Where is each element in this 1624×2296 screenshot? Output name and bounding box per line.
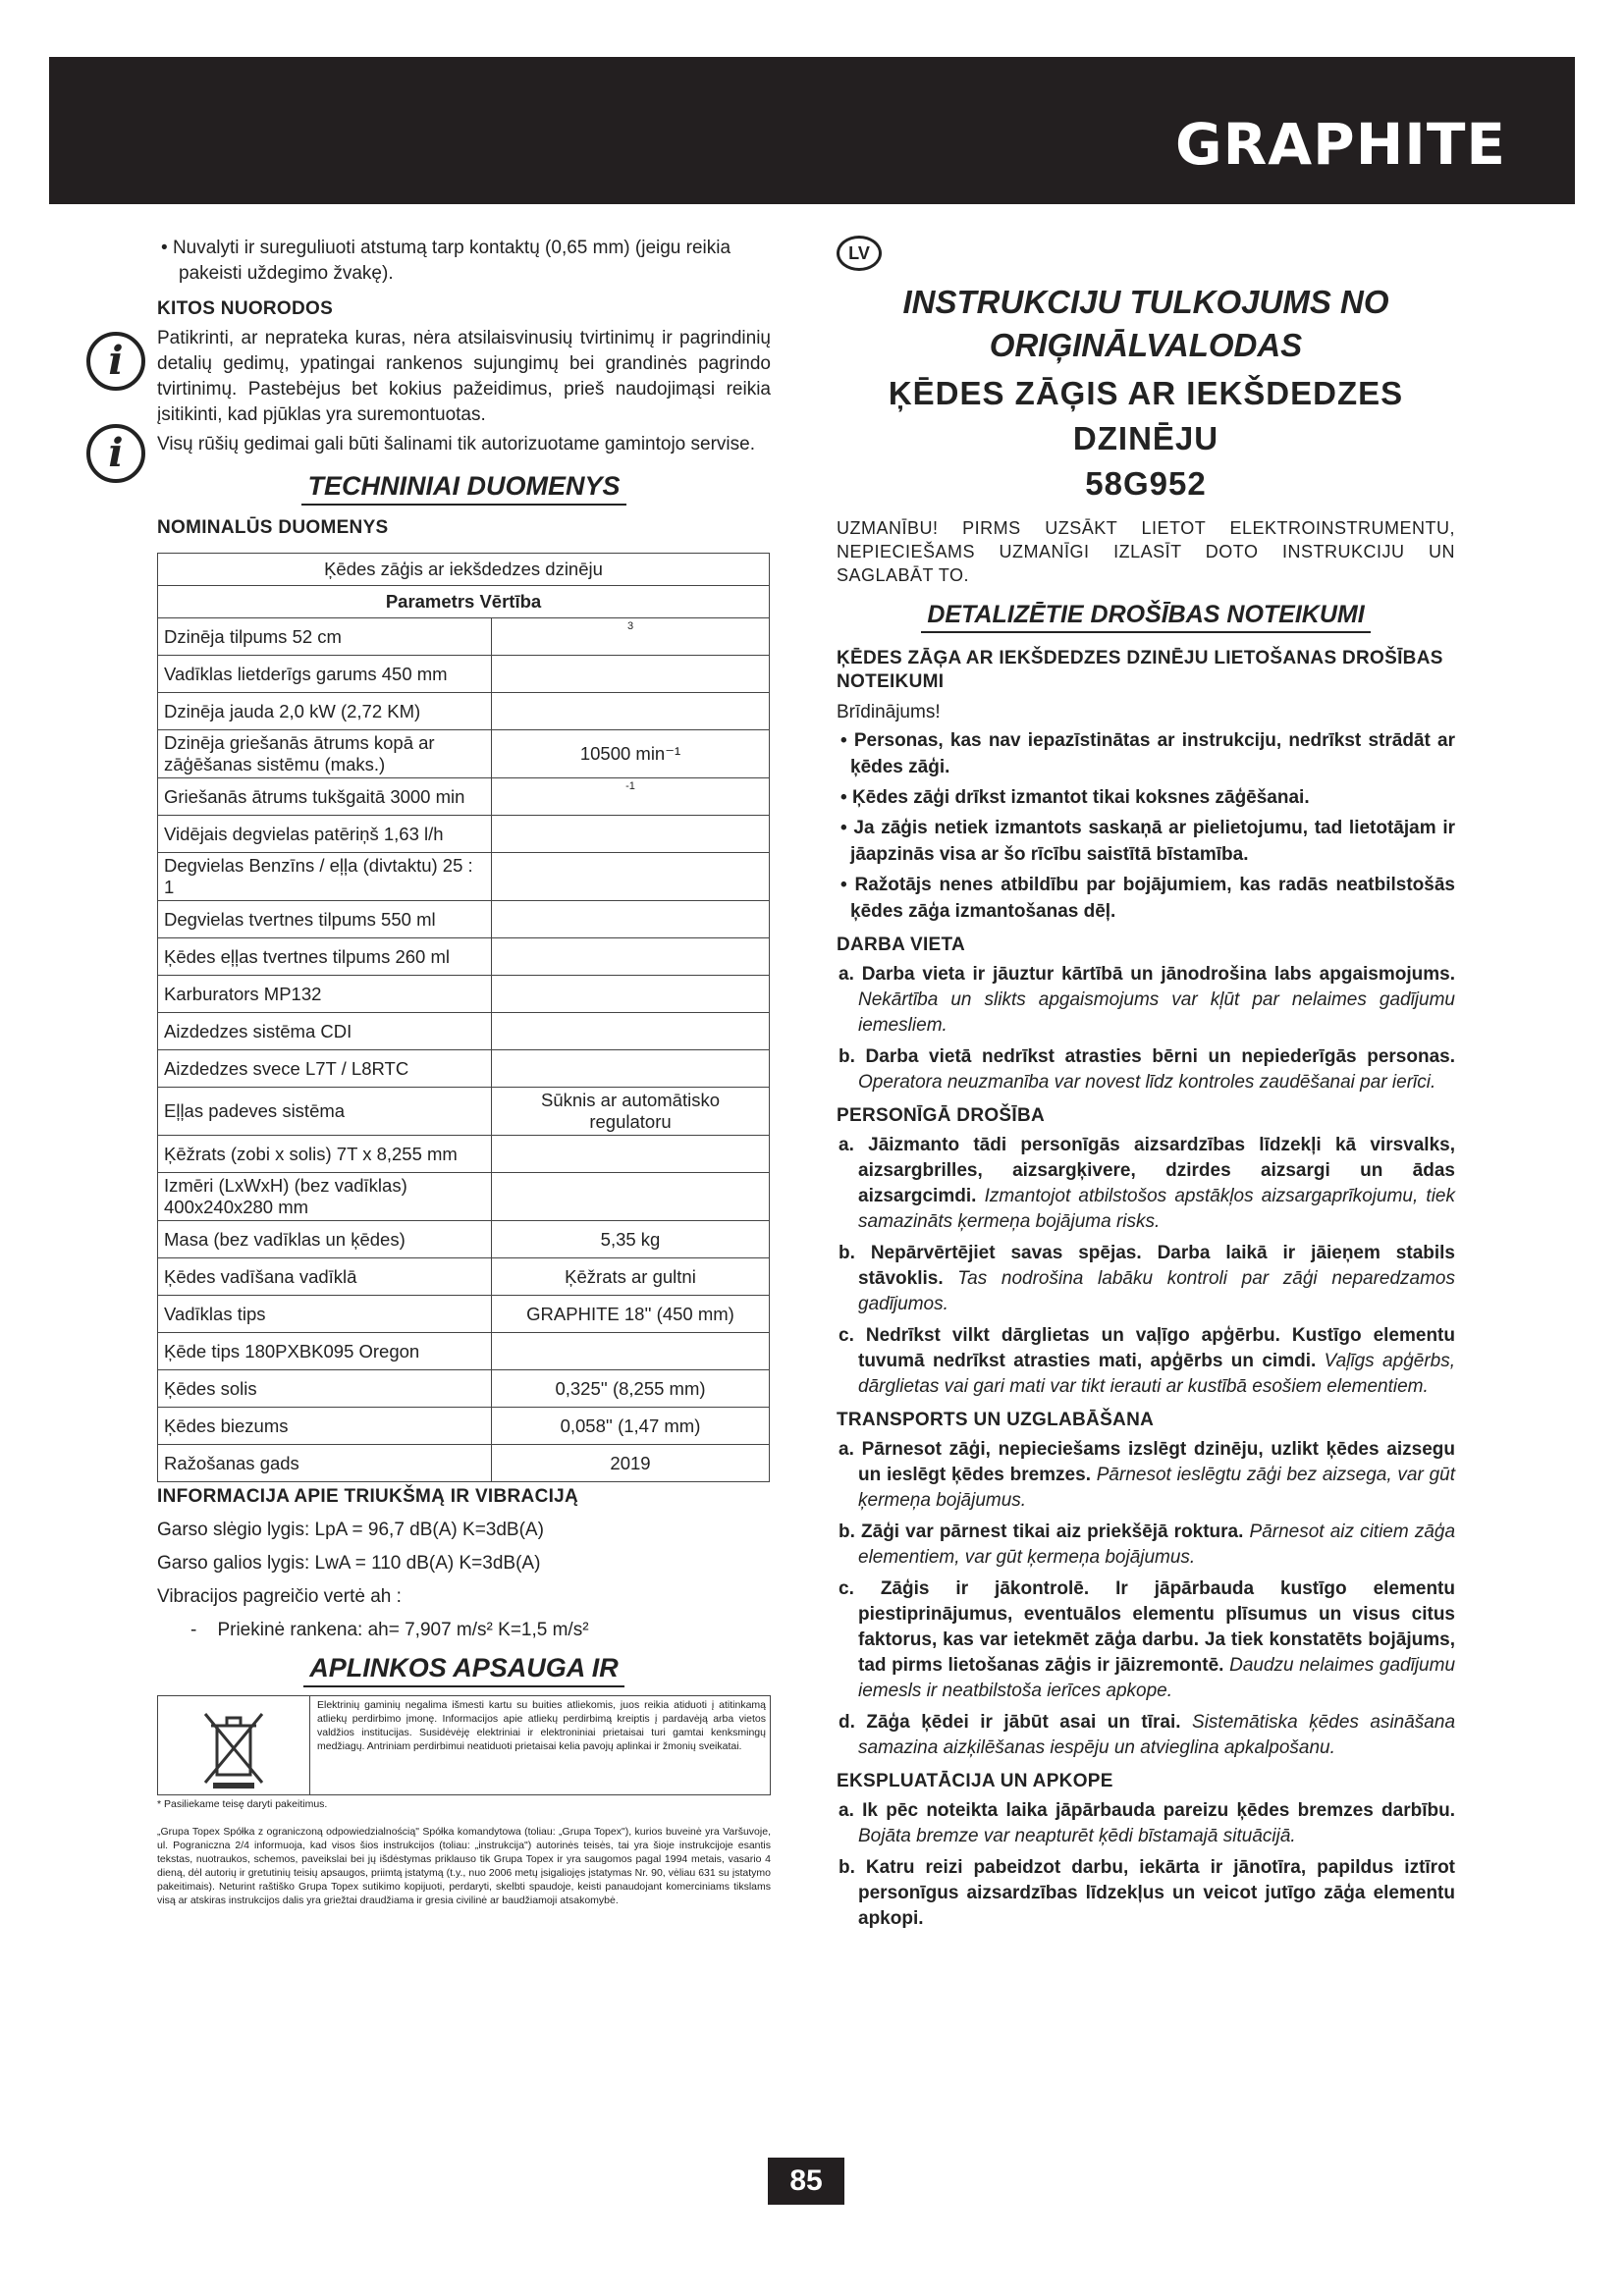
table-row bbox=[158, 1258, 770, 1296]
warning-bullet: • Ražotājs nenes atbildību par bojājumiem, kas radās neatbilstošās ķēdes zāģa izmantošanas dēļ. bbox=[840, 875, 1455, 922]
param-cell: Griešanās ātrums tukšgaitā 3000 min bbox=[158, 778, 492, 816]
value-cell: 0,325'' (8,255 mm) bbox=[492, 1370, 770, 1408]
nominal-data-title: NOMINALŪS DUOMENYS bbox=[157, 517, 389, 538]
value-cell bbox=[492, 901, 770, 938]
vibration-label: Vibracijos pagreičio vertė ah : bbox=[157, 1586, 402, 1607]
translation-title-2: ORIĢINĀLVALODAS bbox=[989, 327, 1303, 363]
table-row bbox=[158, 1296, 770, 1333]
noise-block bbox=[157, 1514, 771, 1647]
rule-item: b. Katru reizi pabeidzot darbu, iekārta ir jānotīra, papildus iztīrot personīgus aizsardzības līdzekļus un veicot jutīgo zāģa elementu apkopi. bbox=[839, 1857, 1455, 1929]
param-cell: Izmēri (LxWxH) (bez vadīklas) 400x240x280 mm bbox=[158, 1173, 492, 1221]
table-row bbox=[158, 901, 770, 938]
tech-data-title: TECHNINIAI DUOMENYS bbox=[157, 471, 771, 506]
param-cell: Dzinēja griešanās ātrums kopā ar zāģēšanas sistēmu (maks.) bbox=[158, 730, 492, 778]
info-icon: i bbox=[86, 332, 145, 391]
table-row bbox=[158, 853, 770, 901]
rule-item: b. Zāģi var pārnest tikai aiz priekšējā roktura. Pārnesot aiz citiem zāģa elementiem, var gūt ķermeņa bojājumus. bbox=[839, 1522, 1456, 1568]
param-cell: Ražošanas gads bbox=[158, 1445, 492, 1482]
product-title-1: ĶĒDES ZĀĢIS AR IEKŠDEDZES bbox=[888, 375, 1404, 411]
table-subheader: Parametrs Vērtība bbox=[158, 586, 770, 618]
param-cell: Vadīklas lietderīgs garums 450 mm bbox=[158, 656, 492, 693]
value-cell bbox=[492, 1173, 770, 1221]
right-column bbox=[837, 236, 1455, 1938]
header-bar bbox=[49, 57, 1575, 204]
weee-box bbox=[157, 1695, 771, 1795]
value-cell: -1 bbox=[492, 778, 770, 816]
section-title: DARBA VIETA bbox=[837, 934, 966, 955]
value-cell: GRAPHITE 18'' (450 mm) bbox=[492, 1296, 770, 1333]
vibration-front-handle: - Priekinė rankena: ah= 7,907 m/s² K=1,5 m/s² bbox=[190, 1620, 589, 1640]
value-cell bbox=[492, 693, 770, 730]
param-cell: Ķēdes eļļas tvertnes tilpums 260 ml bbox=[158, 938, 492, 976]
value-cell: 5,35 kg bbox=[492, 1221, 770, 1258]
table-row bbox=[158, 1013, 770, 1050]
param-cell: Ķēdes biezums bbox=[158, 1408, 492, 1445]
spec-table bbox=[157, 553, 770, 1482]
value-cell: Ķēžrats ar gultni bbox=[492, 1258, 770, 1296]
other-notes-p2: Visų rūšių gedimai gali būti šalinami tik autorizuotame gamintojo servise. bbox=[157, 434, 755, 454]
warning-label: Brīdinājums! bbox=[837, 702, 941, 722]
rule-item: b. Darba vietā nedrīkst atrasties bērni un nepiederīgās personas. Operatora neuzmanība var novest līdz kontroles zaudēšanai par ierīci. bbox=[839, 1046, 1455, 1093]
table-subheader-row bbox=[158, 586, 770, 618]
param-cell: Vadīklas tips bbox=[158, 1296, 492, 1333]
chain-rules-title: ĶĒDES ZĀĢA AR IEKŠDEDZES DZINĒJU LIETOŠANAS DROŠĪBAS NOTEIKUMI bbox=[837, 648, 1443, 692]
weee-text: Elektrinių gaminių negalima išmesti kartu su buities atliekomis, juos reikia atiduoti į atitinkamą atliekų perdirbimo įmonę. Informacijos apie atliekų perdirbimą kreiptis į pardavėją arba vietos valdžios institucijas. Susidėvėję elektriniai ir elektroniniai prietaisai turi gamtai kenksmingų medžiagų. Antriniam perdirbimui neatiduoti prietaisai kelia pavojų aplinkai ir žmonių sveikatai. bbox=[317, 1699, 766, 1752]
rule-item: b. Nepārvērtējiet savas spējas. Darba laikā ir jāieņem stabils stāvoklis. Tas nodrošina labāku kontroli par zāģi neparedzamos gadījumos. bbox=[839, 1243, 1456, 1314]
value-cell bbox=[492, 1050, 770, 1088]
value-cell bbox=[492, 1013, 770, 1050]
param-cell: Ķēdes vadīšana vadīklā bbox=[158, 1258, 492, 1296]
other-notes-block bbox=[108, 326, 771, 476]
weee-bin-icon bbox=[158, 1696, 310, 1794]
safety-title: DETALIZĒTIE DROŠĪBAS NOTEIKUMI bbox=[837, 601, 1455, 633]
table-row bbox=[158, 778, 770, 816]
value-cell bbox=[492, 853, 770, 901]
page-number: 85 bbox=[768, 2158, 844, 2205]
table-row bbox=[158, 1445, 770, 1482]
noise-title: INFORMACIJA APIE TRIUKŠMĄ IR VIBRACIJĄ bbox=[157, 1486, 579, 1507]
value-cell bbox=[492, 1333, 770, 1370]
param-cell: Ķēde tips 180PXBK095 Oregon bbox=[158, 1333, 492, 1370]
translation-title-1: INSTRUKCIJU TULKOJUMS NO bbox=[902, 284, 1389, 320]
table-row bbox=[158, 938, 770, 976]
environment-title: APLINKOS APSAUGA IR bbox=[157, 1653, 771, 1687]
brand-logo: GRAPHITE bbox=[1175, 111, 1506, 178]
info-icon: i bbox=[86, 424, 145, 483]
section-title: TRANSPORTS UN UZGLABĀŠANA bbox=[837, 1410, 1155, 1430]
rule-item: a. Pārnesot zāģi, nepieciešams izslēgt dzinēju, uzlikt ķēdes aizsegu un ieslēgt ķēdes bremzes. Pārnesot ieslēgtu zāģi bez aizsega, var gūt ķermeņa bojājumus. bbox=[839, 1439, 1455, 1511]
reserve-note: * Pasiliekame teisę daryti pakeitimus. bbox=[157, 1798, 328, 1810]
table-row bbox=[158, 1173, 770, 1221]
table-row bbox=[158, 618, 770, 656]
value-cell: 10500 min⁻¹ bbox=[492, 730, 770, 778]
table-title-row bbox=[158, 554, 770, 586]
param-cell: Masa (bez vadīklas un ķēdes) bbox=[158, 1221, 492, 1258]
table-row bbox=[158, 656, 770, 693]
value-cell bbox=[492, 976, 770, 1013]
rule-item: a. Darba vieta ir jāuztur kārtībā un jānodrošina labs apgaismojums. Nekārtība un slikts apgaismojums var kļūt par nelaimes gadījumu iemesliem. bbox=[839, 964, 1455, 1036]
table-row bbox=[158, 1136, 770, 1173]
intro-bullet: • Nuvalyti ir sureguliuoti atstumą tarp kontaktų (0,65 mm) (jeigu reikia pakeisti uždegimo žvakę). bbox=[161, 238, 731, 284]
table-row bbox=[158, 816, 770, 853]
sound-pressure: Garso slėgio lygis: LpA = 96,7 dB(A) K=3dB(A) bbox=[157, 1520, 544, 1540]
table-row bbox=[158, 976, 770, 1013]
copyright-note: „Grupa Topex Spółka z ograniczoną odpowiedzialnością" Spółka komandytowa (toliau: „Grupa Topex"), kurios buveinė yra Varšuvoje, ul. Pograniczna 2/4 informuoja, kad visos šios instrukcijos (toliau: „instrukcija") autorinės teisės, tai yra šioje instrukcijoje esantis tekstas, nuotraukos, schemos, paveikslai bei jų išdėstymas priklauso tik Grupa Topex ir yra saugomos pagal 1994 metais, vasario 4 dieną, dėl autorių ir gretutinių teisių apsaugos, priimtą įstatymą (t.y., nuo 2006 metų įsigaliojęs įstatymas Nr. 90, vėliau 631 su įstatymo pakeitimais). Neturint raštiško Grupa Topex sutikimo kopijuoti, perdaryti, skelbti spaudoje, keisti panaudojant komerciniams tikslams visą ar atskiras instrukcijos dalis yra griežtai draudžiama ir gresia civilinė ar baudžiamoji atsakomybė. bbox=[157, 1826, 771, 1906]
value-cell: 0,058'' (1,47 mm) bbox=[492, 1408, 770, 1445]
model-number: 58G952 bbox=[1085, 465, 1207, 502]
table-row bbox=[158, 1408, 770, 1445]
other-notes-p1: Patikrinti, ar nepratekа kuras, nėra atsilaisvinusių tvirtinimų ir pagrindinių detalių gedimų, ypatingai rankenos sujungimų bei grandinės pagrindo tvirtinimų. Pastebėjus bet kokius pažeidimus, prieš naudojimąsi reikia įsitikinti, kad pjūklas yra suremontuotas. bbox=[157, 328, 771, 425]
param-cell: Ķēžrats (zobi x solis) 7T x 8,255 mm bbox=[158, 1136, 492, 1173]
table-row bbox=[158, 1088, 770, 1136]
warning-bullet: • Ja zāģis netiek izmantots saskaņā ar pielietojumu, tad lietotājam ir jāapzinās visa ar šo rīcību saistītā bīstamība. bbox=[840, 818, 1455, 865]
language-badge: LV bbox=[837, 236, 882, 271]
product-title-2: DZINĒJU bbox=[1072, 420, 1219, 456]
section-title: PERSONĪGĀ DROŠĪBA bbox=[837, 1105, 1046, 1126]
param-cell: Ķēdes solis bbox=[158, 1370, 492, 1408]
value-cell bbox=[492, 938, 770, 976]
param-cell: Eļļas padeves sistēma bbox=[158, 1088, 492, 1136]
table-row bbox=[158, 693, 770, 730]
rule-item: d. Zāģa ķēdei ir jābūt asai un tīrai. Sistemātiska ķēdes asināšana samazina aizķilēšanas iespēju un atvieglina apkalpošanu. bbox=[839, 1712, 1456, 1758]
warning-caps: UZMANĪBU! PIRMS UZSĀKT LIETOT ELEKTROINSTRUMENTU, NEPIECIEŠAMS UZMANĪGI IZLASĪT DOTO INSTRUKCIJU UN SAGLABĀT TO. bbox=[837, 518, 1455, 585]
table-row bbox=[158, 1370, 770, 1408]
table-row bbox=[158, 730, 770, 778]
table-row bbox=[158, 1221, 770, 1258]
warning-bullet: • Personas, kas nav iepazīstinātas ar instrukciju, nedrīkst strādāt ar ķēdes zāģi. bbox=[840, 730, 1455, 777]
value-cell: 2019 bbox=[492, 1445, 770, 1482]
value-cell: Sūknis ar automātisko regulatoru bbox=[492, 1088, 770, 1136]
table-row bbox=[158, 1333, 770, 1370]
value-cell bbox=[492, 816, 770, 853]
warning-bullets bbox=[837, 727, 1455, 925]
left-column bbox=[108, 236, 771, 1907]
section-title: EKSPLUATĀCIJA UN APKOPE bbox=[837, 1771, 1113, 1791]
param-cell: Degvielas tvertnes tilpums 550 ml bbox=[158, 901, 492, 938]
value-cell bbox=[492, 1136, 770, 1173]
param-cell: Dzinēja tilpums 52 cm bbox=[158, 618, 492, 656]
param-cell: Karburators MP132 bbox=[158, 976, 492, 1013]
param-cell: Dzinēja jauda 2,0 kW (2,72 KM) bbox=[158, 693, 492, 730]
rule-item: a. Ik pēc noteikta laika jāpārbauda pareizu ķēdes bremzes darbību. Bojāta bremze var neapturēt ķēdi bīstamajā situācijā. bbox=[839, 1800, 1455, 1846]
sound-power: Garso galios lygis: LwA = 110 dB(A) K=3dB(A) bbox=[157, 1553, 541, 1574]
param-cell: Aizdedzes svece L7T / L8RTC bbox=[158, 1050, 492, 1088]
rule-item: a. Jāizmanto tādi personīgās aizsardzības līdzekļi kā virsvalks, aizsargbrilles, aizsargķivere, dzirdes aizsargi un ādas aizsargcimdi. Izmantojot atbilstošos apstākļos aizsargaprīkojumu, tiek samazināts ķermeņa bojājuma risks. bbox=[839, 1135, 1455, 1232]
other-notes-title: KITOS NUORODOS bbox=[157, 298, 334, 319]
table-row bbox=[158, 1050, 770, 1088]
param-cell: Aizdedzes sistēma CDI bbox=[158, 1013, 492, 1050]
param-cell: Vidējais degvielas patēriņš 1,63 l/h bbox=[158, 816, 492, 853]
rule-item: c. Nedrīkst vilkt dārglietas un vaļīgo apģērbu. Kustīgo elementu tuvumā nedrīkst atrasties mati, apģērbs un cimdi. Vaļīgs apģērbs, dārglietas vai gari mati var tikt ierauti ar kustībā esošiem elementiem. bbox=[839, 1325, 1455, 1397]
value-cell bbox=[492, 656, 770, 693]
rule-item: c. Zāģis ir jākontrolē. Ir jāpārbauda kustīgo elementu piestiprinājumus, eventuālos elementu plīsumus un visus citus faktorus, kas var ietekmēt zāģa darbu. Ja tiek konstatēts bojājums, tad pirms lietošanas zāģis ir jāizremontē. Daudzu nelaimes gadījumu iemesls ir neatbilstoša ierīces apkope. bbox=[839, 1578, 1456, 1701]
table-title: Ķēdes zāģis ar iekšdedzes dzinēju bbox=[158, 554, 770, 586]
param-cell: Degvielas Benzīns / eļļa (divtaktu) 25 : 1 bbox=[158, 853, 492, 901]
rule-sections bbox=[837, 934, 1455, 1932]
warning-bullet: • Ķēdes zāģi drīkst izmantot tikai koksnes zāģēšanai. bbox=[840, 787, 1310, 808]
value-cell: 3 bbox=[492, 618, 770, 656]
